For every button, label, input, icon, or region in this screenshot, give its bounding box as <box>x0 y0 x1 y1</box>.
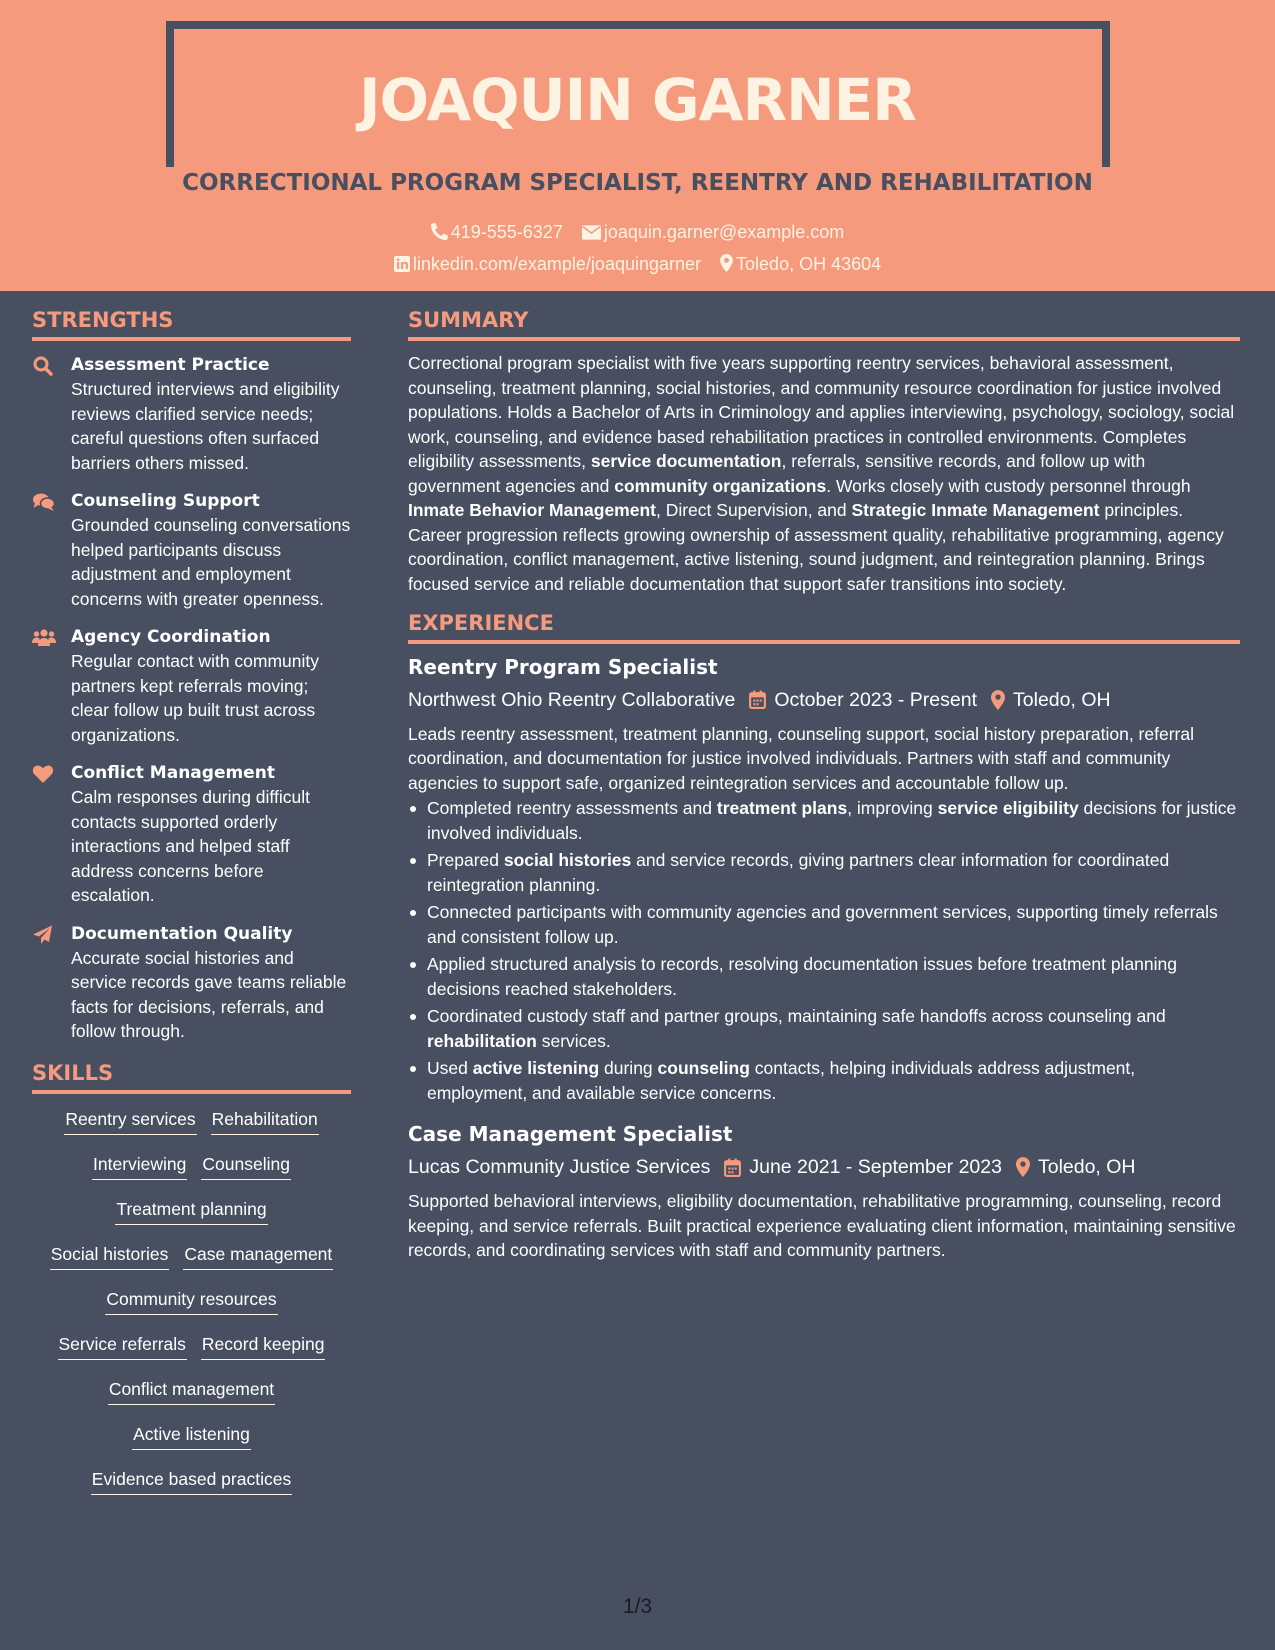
experience-heading: EXPERIENCE <box>408 608 1240 644</box>
job-location: Toledo, OH <box>1037 1156 1136 1179</box>
paper-plane-icon <box>32 925 56 945</box>
job-dates: October 2023 - Present <box>774 688 978 711</box>
calendar-icon <box>724 1158 741 1177</box>
strength-item <box>32 761 351 908</box>
linkedin-text: linkedin.com/example/joaquingarner <box>412 254 702 274</box>
bullet-item: Connected participants with community agencies and government services, supporting timely referrals and consistent follow up. <box>408 900 1240 949</box>
bullet-item: Coordinated custody staff and partner groups, maintaining safe handoffs across counseling and rehabilitation services. <box>408 1004 1240 1053</box>
summary-heading: SUMMARY <box>408 305 1240 341</box>
strength-title: Conflict Management <box>71 763 275 783</box>
map-marker-icon <box>991 690 1005 710</box>
job-entry <box>408 652 1240 1105</box>
resume-header <box>0 0 1275 291</box>
phone-text: 419-555-6327 <box>450 222 563 242</box>
strength-title: Agency Coordination <box>71 627 271 647</box>
comments-icon <box>32 492 56 512</box>
strength-desc: Accurate social histories and service records gave teams reliable facts for decisions, referrals, and follow through. <box>71 947 347 1041</box>
bullet-item: Prepared social histories and service records, giving partners clear information for coordinated reintegration planning. <box>408 848 1240 897</box>
right-column <box>408 305 1240 1263</box>
phone-contact[interactable] <box>431 219 563 245</box>
job-bullets <box>408 796 1240 1105</box>
strength-desc: Structured interviews and eligibility reviews clarified service needs; careful questions often surfaced barriers others missed. <box>71 379 340 473</box>
skills-list <box>32 1106 351 1511</box>
job-role: Reentry Program Specialist <box>408 655 718 679</box>
candidate-name: JOAQUIN GARNER <box>359 66 916 134</box>
job-title: CORRECTIONAL PROGRAM SPECIALIST, REENTRY AND REHABILITATION <box>182 170 1093 196</box>
bullet-item: Completed reentry assessments and treatment plans, improving service eligibility decisions for justice involved individuals. <box>408 796 1240 845</box>
company-name: Lucas Community Justice Services <box>408 1156 711 1179</box>
bullet-item: Used active listening during counseling contacts, helping individuals address adjustment, employment, and available service concerns. <box>408 1056 1240 1105</box>
envelope-icon <box>582 225 601 240</box>
users-icon <box>32 628 56 648</box>
skill-tag: Conflict management <box>108 1376 275 1405</box>
skill-tag: Evidence based practices <box>91 1466 292 1495</box>
skill-tag: Record keeping <box>201 1331 326 1360</box>
skill-tag: Treatment planning <box>115 1196 267 1225</box>
job-dates: June 2021 - September 2023 <box>749 1156 1002 1179</box>
strength-title: Counseling Support <box>71 491 260 511</box>
skill-tag: Case management <box>183 1241 333 1270</box>
location-contact <box>720 251 881 277</box>
contact-row-2 <box>0 251 1275 277</box>
skill-tag: Counseling <box>201 1151 291 1180</box>
strength-desc: Regular contact with community partners kept referrals moving; clear follow up built trust across organizations. <box>71 651 320 745</box>
bullet-item: Applied structured analysis to records, resolving documentation issues before treatment planning decisions reached stakeholders. <box>408 952 1240 1001</box>
linkedin-icon <box>394 256 410 272</box>
job-entry <box>408 1119 1240 1262</box>
skill-tag: Rehabilitation <box>211 1106 319 1135</box>
strengths-heading: STRENGTHS <box>32 305 351 341</box>
skill-tag: Service referrals <box>58 1331 187 1360</box>
job-role: Case Management Specialist <box>408 1122 733 1147</box>
map-marker-icon <box>720 254 733 272</box>
company-name: Northwest Ohio Reentry Collaborative <box>408 688 736 711</box>
skill-tag: Reentry services <box>64 1106 196 1135</box>
strength-title: Documentation Quality <box>71 923 293 944</box>
phone-icon <box>431 223 448 240</box>
email-text: joaquin.garner@example.com <box>603 222 845 242</box>
left-column <box>32 305 351 1511</box>
strengths-list <box>32 353 351 1044</box>
skill-tag: Active listening <box>132 1421 251 1450</box>
skill-tag: Community resources <box>105 1286 277 1315</box>
email-contact[interactable] <box>582 219 844 245</box>
strength-item <box>32 353 351 475</box>
summary-text: Correctional program specialist with five years supporting reentry services, behavioral assessment, counseling, treatment planning, social histories, and community resource coordination for justice involved populations. Holds a Bachelor of Arts in Criminology and applies interviewing, psychology, sociology, social work, counseling, and evidence based rehabilitation practices in controlled environments. Completes eligibility assessments, service documentation, referrals, sensitive records, and follow up with government agencies and community organizations. Works closely with custody personnel through Inmate Behavior Management, Direct Supervision, and Strategic Inmate Management principles. Career progression reflects growing ownership of assessment quality, rehabilitative programming, agency coordination, conflict management, active listening, sound judgment, and reintegration planning. Brings focused service and reliable documentation that support safer transitions into society. <box>408 353 1235 594</box>
location-text: Toledo, OH 43604 <box>736 254 882 274</box>
strength-item <box>32 922 351 1044</box>
job-meta <box>408 1150 1240 1183</box>
calendar-icon <box>749 690 766 709</box>
strength-desc: Calm responses during difficult contacts supported orderly interactions and helped staff address concerns before escalation. <box>71 787 310 905</box>
skills-heading: SKILLS <box>32 1058 351 1094</box>
job-location: Toledo, OH <box>1013 688 1111 711</box>
contact-row-1 <box>0 219 1275 245</box>
job-description: Supported behavioral interviews, eligibility documentation, rehabilitative programming, counseling, record keeping, and service referrals. Built practical experience evaluating client information, maintaining sensitive records, and coordinating services with staff and community partners. <box>408 1191 1236 1261</box>
skill-tag: Interviewing <box>92 1151 187 1180</box>
linkedin-contact[interactable] <box>394 251 701 277</box>
page-number: 1/3 <box>622 1595 653 1618</box>
job-description: Leads reentry assessment, treatment planning, counseling support, social history preparation, referral coordination, and documentation for justice involved individuals. Partners with staff and community agencies to support safe, organized reintegration services and accountable follow up. <box>408 723 1194 793</box>
strength-item <box>32 489 351 611</box>
job-meta <box>408 683 1240 716</box>
strength-desc: Grounded counseling conversations helped participants discuss adjustment and employment concerns with greater openness. <box>71 515 351 609</box>
heart-icon <box>32 764 56 784</box>
strength-item <box>32 625 351 747</box>
strength-title: Assessment Practice <box>71 355 270 375</box>
map-marker-icon <box>1016 1157 1030 1177</box>
skill-tag: Social histories <box>50 1241 170 1270</box>
search-icon <box>32 356 56 376</box>
